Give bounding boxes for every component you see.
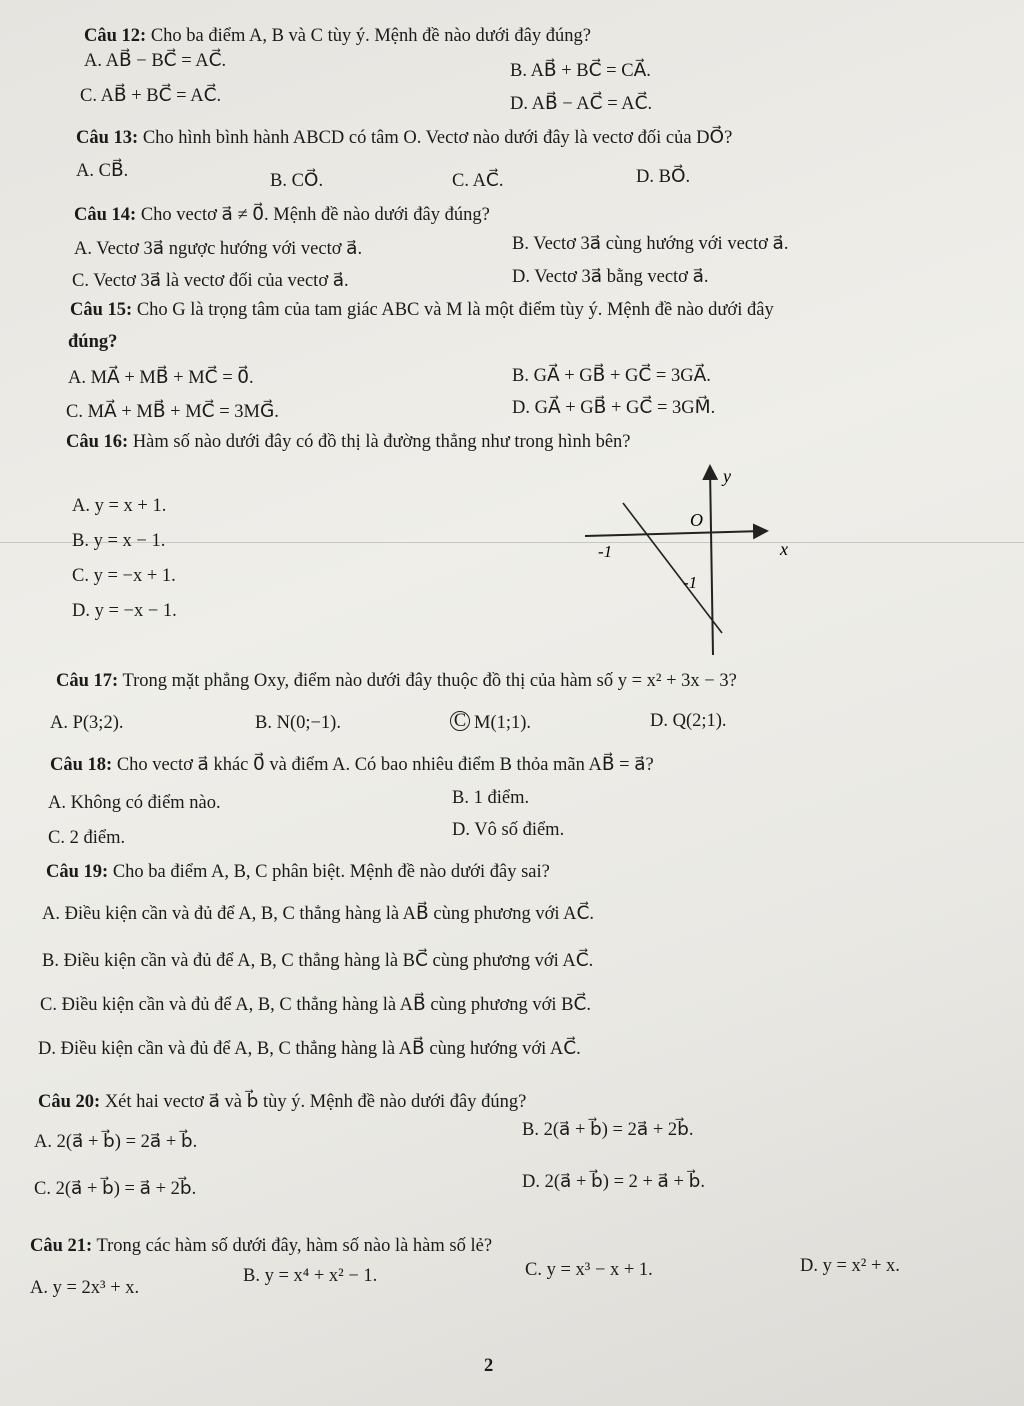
- answer-option: C. Vectơ 3a⃗ là vectơ đối của vectơ a⃗.: [72, 271, 349, 291]
- question-header: [50, 754, 654, 776]
- answer-option: A. MA⃗ + MB⃗ + MC⃗ = 0⃗.: [68, 368, 254, 388]
- origin-label: O: [690, 510, 703, 530]
- question-label: Câu 12:: [84, 26, 147, 46]
- answer-option: D. GA⃗ + GB⃗ + GC⃗ = 3GM⃗.: [512, 398, 716, 418]
- question-text-continued: đúng?: [68, 332, 118, 352]
- answer-option: D. BO⃗.: [636, 167, 691, 187]
- answer-option: D. y = x² + x.: [800, 1256, 900, 1276]
- answer-option: C. MA⃗ + MB⃗ + MC⃗ = 3MG⃗.: [66, 402, 279, 422]
- question-label: Câu 20:: [38, 1092, 101, 1112]
- question-label: Câu 15:: [70, 300, 133, 320]
- answer-option: A. y = x + 1.: [72, 496, 167, 516]
- x-axis: [585, 531, 765, 536]
- answer-option: D. AB⃗ − AC⃗ = AC⃗.: [510, 94, 653, 114]
- answer-option: D. 2(a⃗ + b⃗) = 2 + a⃗ + b⃗.: [522, 1172, 705, 1192]
- question-text: Cho hình bình hành ABCD có tâm O. Vectơ nào dưới đây là vectơ đối của DO⃗?: [142, 128, 733, 148]
- answer-option: A. CB⃗.: [76, 161, 129, 181]
- question-header: [70, 300, 774, 321]
- question-text: Xét hai vectơ a⃗ và b⃗ tùy ý. Mệnh đề nào dưới đây đúng?: [104, 1092, 527, 1112]
- answer-option: B. CO⃗.: [270, 171, 324, 191]
- question-text: Trong mặt phẳng Oxy, điểm nào dưới đây thuộc đồ thị của hàm số y = x² + 3x − 3?: [122, 671, 737, 691]
- question-label: Câu 21:: [30, 1236, 93, 1256]
- question-label: Câu 13:: [76, 128, 139, 148]
- answer-option: C. AC⃗.: [452, 171, 504, 191]
- question-header: [84, 26, 591, 47]
- y-axis: [710, 468, 713, 655]
- answer-option: C. Điều kiện cần và đủ để A, B, C thẳng hàng là AB⃗ cùng phương với BC⃗.: [40, 995, 592, 1015]
- answer-option: D. Vô số điểm.: [452, 820, 565, 840]
- answer-option: A. P(3;2).: [50, 713, 124, 733]
- question-label: Câu 16:: [66, 432, 129, 452]
- answer-option: A. Không có điểm nào.: [48, 793, 221, 813]
- answer-option: B. 2(a⃗ + b⃗) = 2a⃗ + 2b⃗.: [522, 1120, 694, 1140]
- answer-option: A. Vectơ 3a⃗ ngược hướng với vectơ a⃗.: [74, 239, 363, 259]
- question-header: [38, 1091, 526, 1113]
- question-label: Câu 19:: [46, 862, 109, 882]
- question-label: Câu 17:: [56, 671, 119, 691]
- answer-option: A. 2(a⃗ + b⃗) = 2a⃗ + b⃗.: [34, 1132, 198, 1152]
- answer-option: C. 2(a⃗ + b⃗) = a⃗ + 2b⃗.: [34, 1179, 197, 1199]
- answer-option: A. Điều kiện cần và đủ để A, B, C thẳng hàng là AB⃗ cùng phương với AC⃗.: [42, 904, 595, 924]
- y-axis-label: y: [723, 466, 731, 486]
- y-tick-label: -1: [683, 573, 698, 592]
- question-text: Cho vectơ a⃗ ≠ 0⃗. Mệnh đề nào dưới đây đúng?: [140, 205, 490, 225]
- answer-option: B. Vectơ 3a⃗ cùng hướng với vectơ a⃗.: [512, 234, 789, 254]
- answer-option: B. AB⃗ + BC⃗ = CA⃗.: [510, 61, 651, 81]
- answer-option: B. y = x⁴ + x² − 1.: [243, 1266, 378, 1286]
- answer-option: C. y = x³ − x + 1.: [525, 1260, 653, 1280]
- answer-option: B. 1 điểm.: [452, 788, 530, 808]
- question-header: [66, 432, 631, 453]
- question-header: [56, 671, 737, 692]
- line-graph: [560, 460, 800, 660]
- question-label: Câu 18:: [50, 755, 113, 775]
- question-text: Cho vectơ a⃗ khác 0⃗ và điểm A. Có bao nhiêu điểm B thỏa mãn AB⃗ = a⃗?: [116, 755, 654, 775]
- answer-option: C. AB⃗ + BC⃗ = AC⃗.: [80, 86, 222, 106]
- answer-option: A. AB⃗ − BC⃗ = AC⃗.: [84, 51, 227, 71]
- answer-option: C. 2 điểm.: [48, 828, 126, 848]
- question-text: Cho G là trọng tâm của tam giác ABC và M là một điểm tùy ý. Mệnh đề nào dưới đây: [136, 300, 774, 320]
- question-header: [74, 204, 490, 226]
- answer-option: D. Q(2;1).: [650, 711, 727, 731]
- answer-option: B. N(0;−1).: [255, 713, 341, 733]
- answer-option: D. Vectơ 3a⃗ bằng vectơ a⃗.: [512, 267, 709, 287]
- answer-option: B. y = x − 1.: [72, 531, 166, 551]
- question-text: Trong các hàm số dưới đây, hàm số nào là hàm số lẻ?: [96, 1236, 493, 1256]
- question-text: Cho ba điểm A, B, C phân biệt. Mệnh đề nào dưới đây sai?: [112, 862, 550, 882]
- question-text: Hàm số nào dưới đây có đồ thị là đường thẳng như trong hình bên?: [132, 432, 631, 452]
- answer-option: A. y = 2x³ + x.: [30, 1278, 140, 1298]
- question-header: [46, 862, 550, 883]
- answer-option: B. GA⃗ + GB⃗ + GC⃗ = 3GA⃗.: [512, 366, 711, 386]
- question-label: Câu 14:: [74, 205, 137, 225]
- circled-answer-marker: C: [450, 711, 470, 731]
- question-header: [76, 127, 732, 149]
- question-text: Cho ba điểm A, B và C tùy ý. Mệnh đề nào dưới đây đúng?: [150, 26, 591, 46]
- graph-line: [623, 503, 722, 633]
- x-tick-label: -1: [598, 542, 613, 561]
- answer-option: M(1;1).: [474, 713, 532, 733]
- answer-option: D. Điều kiện cần và đủ để A, B, C thẳng hàng là AB⃗ cùng hướng với AC⃗.: [38, 1039, 581, 1059]
- answer-option: D. y = −x − 1.: [72, 601, 177, 621]
- answer-option: C. y = −x + 1.: [72, 566, 176, 586]
- page-number: 2: [484, 1356, 494, 1376]
- x-axis-label: x: [780, 539, 788, 559]
- question-header: [30, 1236, 492, 1257]
- answer-option: B. Điều kiện cần và đủ để A, B, C thẳng hàng là BC⃗ cùng phương với AC⃗.: [42, 951, 594, 971]
